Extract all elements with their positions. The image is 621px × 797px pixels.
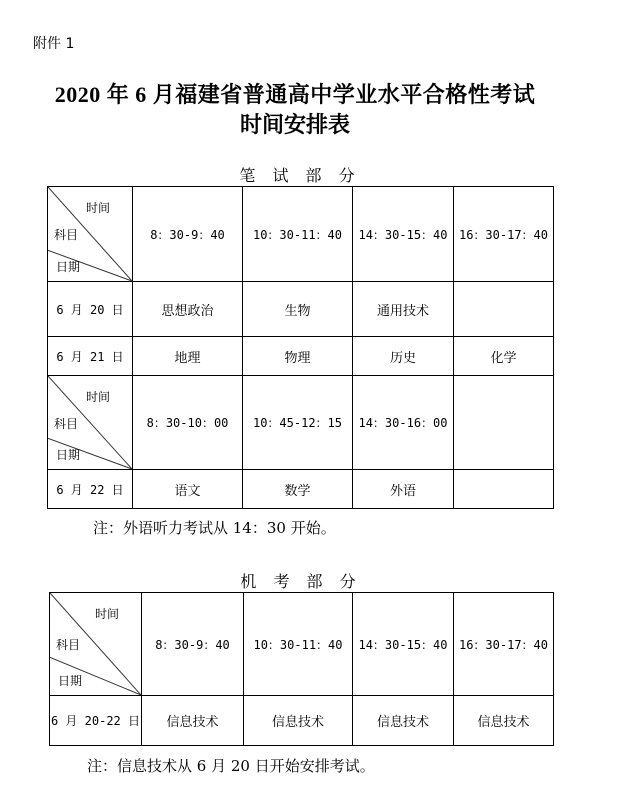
table-row xyxy=(48,470,554,509)
subject-cell xyxy=(454,470,554,509)
computer-section-title: 机 考 部 分 xyxy=(240,572,362,591)
subject-cell: 语文 xyxy=(133,470,243,509)
table-header-row xyxy=(50,593,554,696)
attachment-label: 附件 1 xyxy=(33,36,75,52)
header-subject-label: 科目 xyxy=(54,228,79,243)
date-cell: 6 月 22 日 xyxy=(48,470,133,509)
time-slot: 16：30-17：40 xyxy=(454,593,554,696)
header-date-label: 日期 xyxy=(58,674,83,688)
time-slot: 10：30-11：40 xyxy=(244,593,353,696)
subject-cell: 生物 xyxy=(243,282,353,337)
subject-cell: 信息技术 xyxy=(142,696,244,746)
time-slot: 10：30-11：40 xyxy=(243,187,353,282)
subject-cell: 地理 xyxy=(133,337,243,376)
diagonal-header-cell xyxy=(50,593,142,696)
time-slot: 14：30-15：40 xyxy=(353,187,454,282)
time-slot xyxy=(454,376,554,470)
date-cell: 6 月 20-22 日 xyxy=(50,696,142,746)
time-slot: 14：30-15：40 xyxy=(353,593,454,696)
diagonal-header-cell xyxy=(48,376,133,470)
header-date-label: 日期 xyxy=(56,260,81,274)
computer-note: 注：信息技术从 6 月 20 日开始安排考试。 xyxy=(87,757,375,775)
table-header-row xyxy=(48,187,554,282)
written-schedule-table xyxy=(47,186,554,509)
table-row xyxy=(50,696,554,746)
written-note: 注：外语听力考试从 14：30 开始。 xyxy=(93,519,336,537)
table-header-row xyxy=(48,376,554,470)
time-slot: 8：30-9：40 xyxy=(142,593,244,696)
subject-cell: 信息技术 xyxy=(454,696,554,746)
header-time-label: 时间 xyxy=(85,201,110,215)
document-subtitle: 时间安排表 xyxy=(239,112,350,137)
subject-cell: 数学 xyxy=(243,470,353,509)
subject-cell: 化学 xyxy=(454,337,554,376)
time-slot: 8：30-9：40 xyxy=(133,187,243,282)
subject-cell: 历史 xyxy=(353,337,454,376)
subject-cell: 思想政治 xyxy=(133,282,243,337)
table-row xyxy=(48,282,554,337)
subject-cell: 信息技术 xyxy=(244,696,353,746)
subject-cell: 信息技术 xyxy=(353,696,454,746)
header-subject-label: 科目 xyxy=(54,417,79,432)
subject-cell xyxy=(454,282,554,337)
computer-schedule-table xyxy=(49,592,554,746)
time-slot: 8：30-10：00 xyxy=(133,376,243,470)
date-cell: 6 月 21 日 xyxy=(48,337,133,376)
time-slot: 10：45-12：15 xyxy=(243,376,353,470)
header-date-label: 日期 xyxy=(56,448,81,462)
header-time-label: 时间 xyxy=(85,390,110,404)
subject-cell: 外语 xyxy=(353,470,454,509)
time-slot: 16：30-17：40 xyxy=(454,187,554,282)
diagonal-header-cell xyxy=(48,187,133,282)
header-time-label: 时间 xyxy=(94,607,119,621)
table-row xyxy=(48,337,554,376)
document-title: 2020 年 6 月福建省普通高中学业水平合格性考试 xyxy=(54,82,536,107)
subject-cell: 物理 xyxy=(243,337,353,376)
date-cell: 6 月 20 日 xyxy=(48,282,133,337)
subject-cell: 通用技术 xyxy=(353,282,454,337)
header-subject-label: 科目 xyxy=(56,637,81,652)
written-section-title: 笔 试 部 分 xyxy=(239,166,361,185)
time-slot: 14：30-16：00 xyxy=(353,376,454,470)
